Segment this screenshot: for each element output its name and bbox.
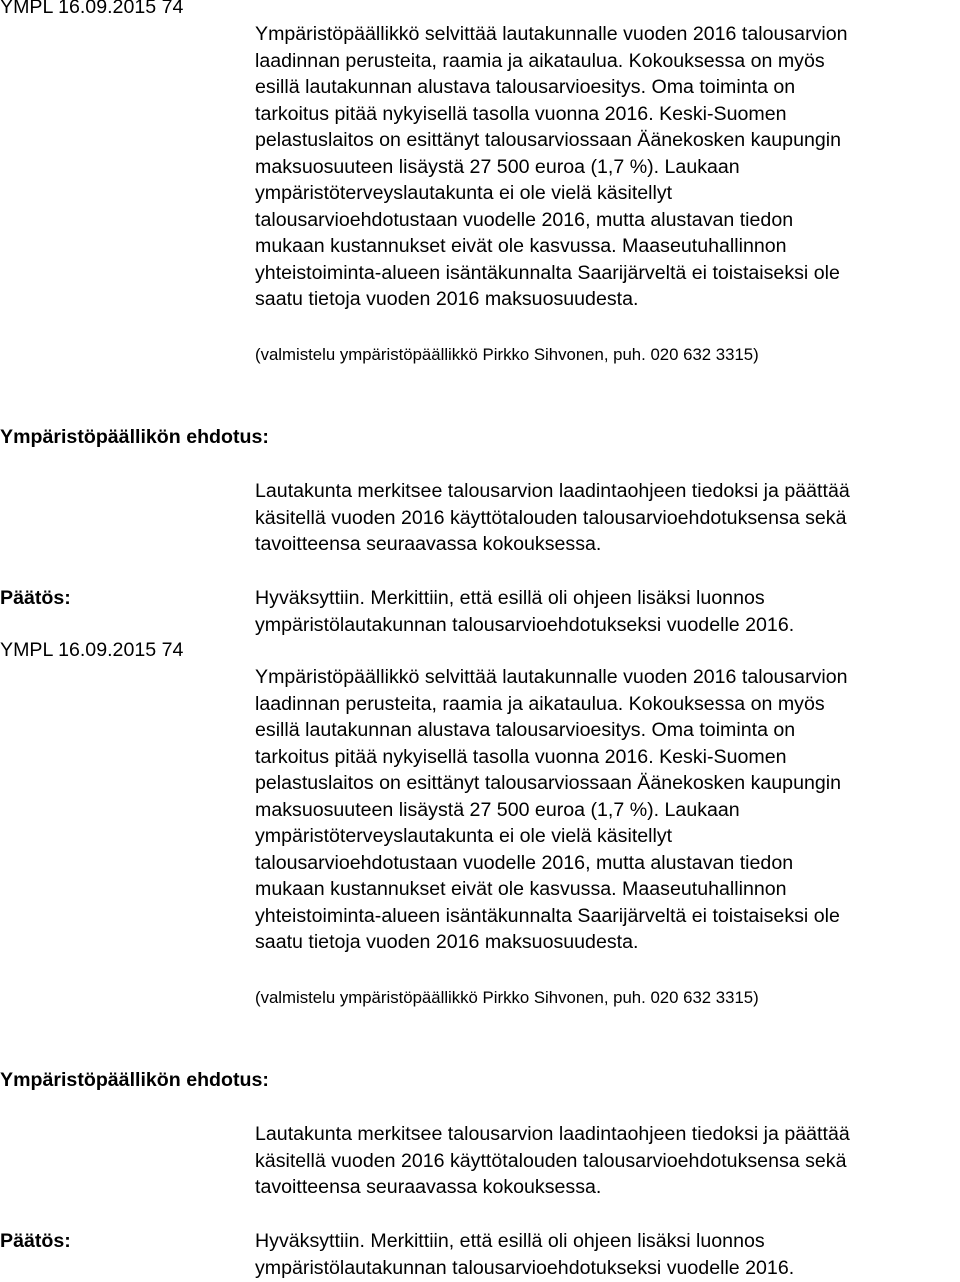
preparer-note: (valmistelu ympäristöpäällikkö Pirkko Sihvonen, puh. 020 632 3315) [255, 988, 759, 1007]
body-line: talousarvioehdotustaan vuodelle 2016, mutta alustavan tiedon [255, 208, 794, 231]
decision-label: Päätös: [0, 1230, 71, 1252]
body-line: saatu tietoja vuoden 2016 maksuosuudesta. [255, 931, 639, 953]
proposal-line: käsitellä vuoden 2016 käyttötalouden talousarvioehdotuksensa sekä [255, 506, 847, 529]
body-line: yhteistoiminta-alueen isäntäkunnalta Saarijärveltä ei toistaiseksi ole [255, 261, 840, 284]
decision-label: Päätös: [0, 587, 71, 609]
body-line: talousarvioehdotustaan vuodelle 2016, mutta alustavan tiedon [255, 851, 794, 874]
decision-line: ympäristölautakunnan talousarvioehdotukseksi vuodelle 2016. [255, 613, 795, 636]
body-line: pelastuslaitos on esittänyt talousarviossaan Äänekosken kaupungin [255, 129, 842, 151]
proposal-line: Lautakunta merkitsee talousarvion laadintaohjeen tiedoksi ja päättää [255, 1123, 850, 1145]
meeting-reference: YMPL 16.09.2015 74 [0, 0, 184, 18]
preparer-note: (valmistelu ympäristöpäällikkö Pirkko Sihvonen, puh. 020 632 3315) [255, 345, 759, 364]
body-line: tarkoitus pitää nykyisellä tasolla vuonna 2016. Keski-Suomen [255, 745, 787, 768]
body-line: yhteistoiminta-alueen isäntäkunnalta Saarijärveltä ei toistaiseksi ole [255, 904, 840, 927]
body-line: esillä lautakunnan alustava talousarvioesitys. Oma toiminta on [255, 76, 796, 98]
body-line: ympäristöterveyslautakunta ei ole vielä käsitellyt [255, 825, 673, 847]
proposal-line: tavoitteensa seuraavassa kokouksessa. [255, 533, 602, 555]
body-line: pelastuslaitos on esittänyt talousarviossaan Äänekosken kaupungin [255, 772, 842, 794]
meeting-reference: YMPL 16.09.2015 74 [0, 639, 184, 661]
body-line: laadinnan perusteita, raamia ja aikataulua. Kokouksessa on myös [255, 692, 825, 715]
decision-line: ympäristölautakunnan talousarvioehdotukseksi vuodelle 2016. [255, 1256, 795, 1279]
decision-line: Hyväksyttiin. Merkittiin, että esillä oli ohjeen lisäksi luonnos [255, 1230, 765, 1252]
body-line: mukaan kustannukset eivät ole kasvussa. Maaseutuhallinnon [255, 235, 787, 257]
proposal-line: käsitellä vuoden 2016 käyttötalouden talousarvioehdotuksensa sekä [255, 1149, 847, 1172]
body-line: Ympäristöpäällikkö selvittää lautakunnalle vuoden 2016 talousarvion [255, 23, 848, 45]
body-line: saatu tietoja vuoden 2016 maksuosuudesta. [255, 288, 639, 310]
proposal-line: Lautakunta merkitsee talousarvion laadintaohjeen tiedoksi ja päättää [255, 480, 850, 502]
body-line: laadinnan perusteita, raamia ja aikataulua. Kokouksessa on myös [255, 49, 825, 72]
body-line: mukaan kustannukset eivät ole kasvussa. Maaseutuhallinnon [255, 878, 787, 900]
body-line: tarkoitus pitää nykyisellä tasolla vuonna 2016. Keski-Suomen [255, 102, 787, 125]
body-line: Ympäristöpäällikkö selvittää lautakunnalle vuoden 2016 talousarvion [255, 666, 848, 688]
decision-line: Hyväksyttiin. Merkittiin, että esillä oli ohjeen lisäksi luonnos [255, 587, 765, 609]
body-line: maksuosuuteen lisäystä 27 500 euroa (1,7 %). Laukaan [255, 798, 740, 821]
proposal-heading: Ympäristöpäällikön ehdotus: [0, 1069, 269, 1091]
body-line: esillä lautakunnan alustava talousarvioesitys. Oma toiminta on [255, 719, 796, 741]
proposal-heading: Ympäristöpäällikön ehdotus: [0, 426, 269, 448]
body-line: maksuosuuteen lisäystä 27 500 euroa (1,7 %). Laukaan [255, 155, 740, 178]
proposal-line: tavoitteensa seuraavassa kokouksessa. [255, 1176, 602, 1198]
body-line: ympäristöterveyslautakunta ei ole vielä käsitellyt [255, 182, 673, 204]
